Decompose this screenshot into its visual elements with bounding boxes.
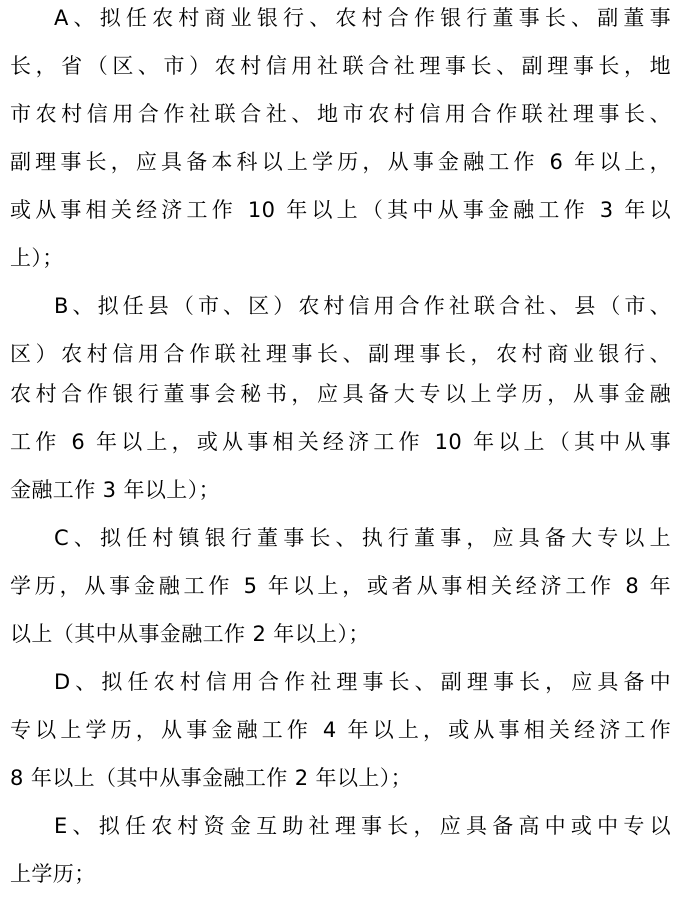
- paragraph-a-line-6: 上）；: [10, 246, 64, 270]
- paragraph-b-line-5: 金融工作 3 年以上）；: [10, 478, 221, 502]
- paragraph-d-line-2: 专以上学历，从事金融工作 4 年以上，或从事相关经济工作: [10, 718, 671, 742]
- paragraph-a-line-2: 长，省（区、市）农村信用社联合社理事长、副理事长，地: [10, 54, 671, 78]
- paragraph-e-line-1: E、拟任农村资金互助社理事长，应具备高中或中专以: [54, 814, 671, 838]
- paragraph-a-line-4: 副理事长，应具备本科以上学历，从事金融工作 6 年以上，: [10, 150, 671, 174]
- paragraph-a-line-1: A、拟任农村商业银行、农村合作银行董事长、副董事: [54, 6, 671, 30]
- paragraph-b-line-3: 农村合作银行董事会秘书，应具备大专以上学历，从事金融: [10, 382, 671, 406]
- paragraph-c-line-2: 学历，从事金融工作 5 年以上，或者从事相关经济工作 8 年: [10, 574, 671, 598]
- paragraph-b-line-4: 工作 6 年以上，或从事相关经济工作 10 年以上（其中从事: [10, 430, 671, 454]
- paragraph-a-line-3: 市农村信用合作社联合社、地市农村信用合作联社理事长、: [10, 102, 671, 126]
- paragraph-d-line-1: D、拟任农村信用合作社理事长、副理事长，应具备中: [54, 670, 671, 694]
- paragraph-d-line-3: 8 年以上（其中从事金融工作 2 年以上）；: [10, 766, 413, 790]
- paragraph-c-line-1: C、拟任村镇银行董事长、执行董事，应具备大专以上: [54, 526, 671, 550]
- paragraph-a-line-5: 或从事相关经济工作 10 年以上（其中从事金融工作 3 年以: [10, 198, 671, 222]
- paragraph-b-line-1: B、拟任县（市、区）农村信用合作社联合社、县（市、: [54, 294, 671, 318]
- paragraph-c-line-3: 以上（其中从事金融工作 2 年以上）；: [10, 622, 370, 646]
- paragraph-e-line-2: 上学历；: [10, 862, 96, 886]
- paragraph-b-line-2: 区）农村信用合作联社理事长、副理事长，农村商业银行、: [10, 342, 671, 366]
